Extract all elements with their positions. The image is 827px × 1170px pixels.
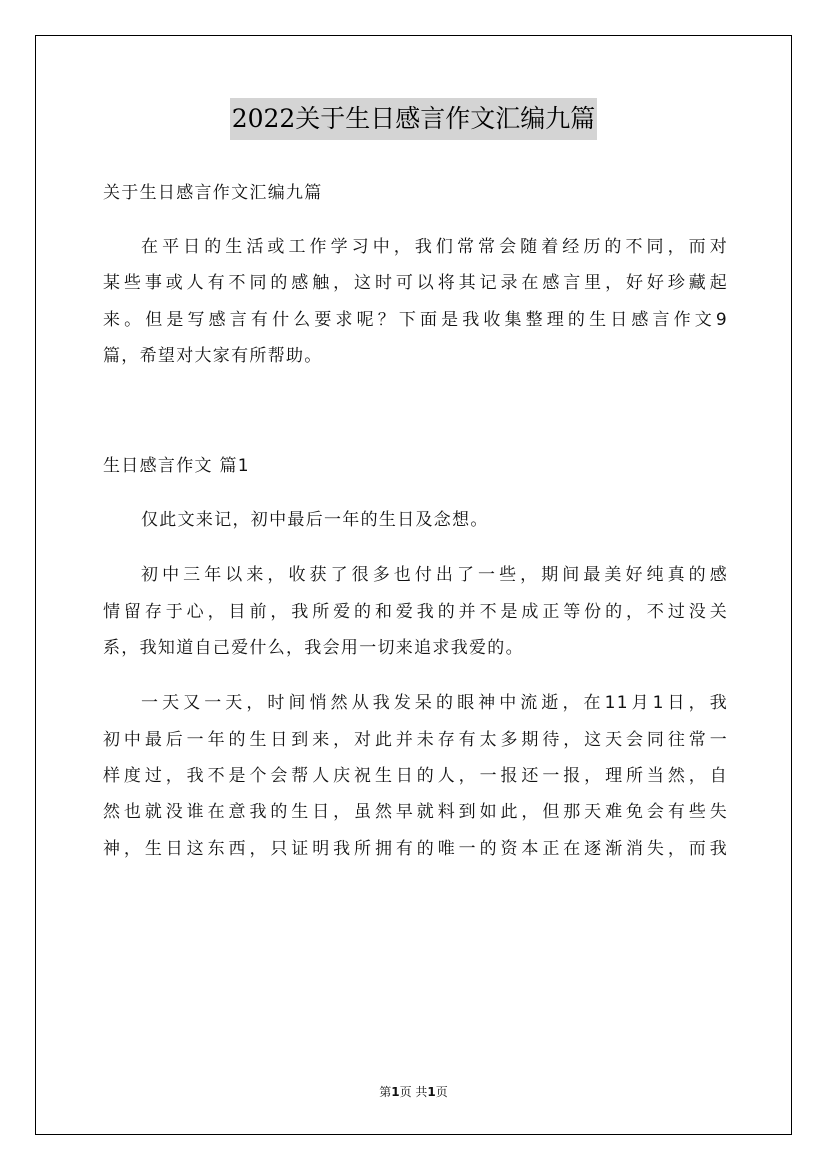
paragraph-3-line: 样度过，我不是个会帮人庆祝生日的人，一报还一报，理所当然，自 <box>103 765 728 786</box>
paragraph-3 <box>103 685 728 866</box>
section-heading: 生日感言作文 篇1 <box>103 456 250 477</box>
paragraph-2-line: 系，我知道自己爱什么，我会用一切来追求我爱的。 <box>103 638 524 659</box>
document-title: 2022关于生日感言作文汇编九篇 <box>230 98 598 140</box>
title-wrapper <box>0 98 827 140</box>
intro-line: 在平日的生活或工作学习中，我们常常会随着经历的不同，而对 <box>141 237 728 257</box>
page-footer <box>0 1083 827 1100</box>
paragraph-3-line: 然也就没谁在意我的生日，虽然早就料到如此，但那天难免会有些失 <box>103 802 728 823</box>
page-label-suffix: 页 <box>435 1085 448 1099</box>
paragraph-1: 仅此文来记，初中最后一年的生日及念想。 <box>141 510 489 531</box>
paragraph-2 <box>103 557 728 666</box>
paragraph-2-line: 情留存于心，目前，我所爱的和爱我的并不是成正等份的，不过没关 <box>103 601 728 622</box>
document-body <box>103 175 728 867</box>
paragraph-3-line: 神，生日这东西，只证明我所拥有的唯一的资本正在逐渐消失，而我 <box>103 838 728 859</box>
paragraph-3-line: 初中最后一年的生日到来，对此并未存有太多期待，这天会同往常一 <box>103 729 728 750</box>
page-total-number: 1 <box>427 1085 436 1099</box>
paragraph-2-line: 初中三年以来，收获了很多也付出了一些，期间最美好纯真的感 <box>141 565 728 586</box>
page-label-mid: 页 共 <box>399 1085 428 1099</box>
subtitle: 关于生日感言作文汇编九篇 <box>103 183 323 203</box>
paragraph-3-line: 一天又一天，时间悄然从我发呆的眼神中流逝，在11月1日，我 <box>141 693 728 714</box>
intro-line: 篇，希望对大家有所帮助。 <box>103 345 323 366</box>
intro-paragraph <box>103 229 728 374</box>
intro-line: 来。但是写感言有什么要求呢？下面是我收集整理的生日感言作文9 <box>103 309 728 330</box>
intro-line: 某些事或人有不同的感触，这时可以将其记录在感言里，好好珍藏起 <box>103 273 728 294</box>
page-current-number: 1 <box>391 1085 400 1099</box>
page-label-prefix: 第 <box>379 1085 392 1099</box>
